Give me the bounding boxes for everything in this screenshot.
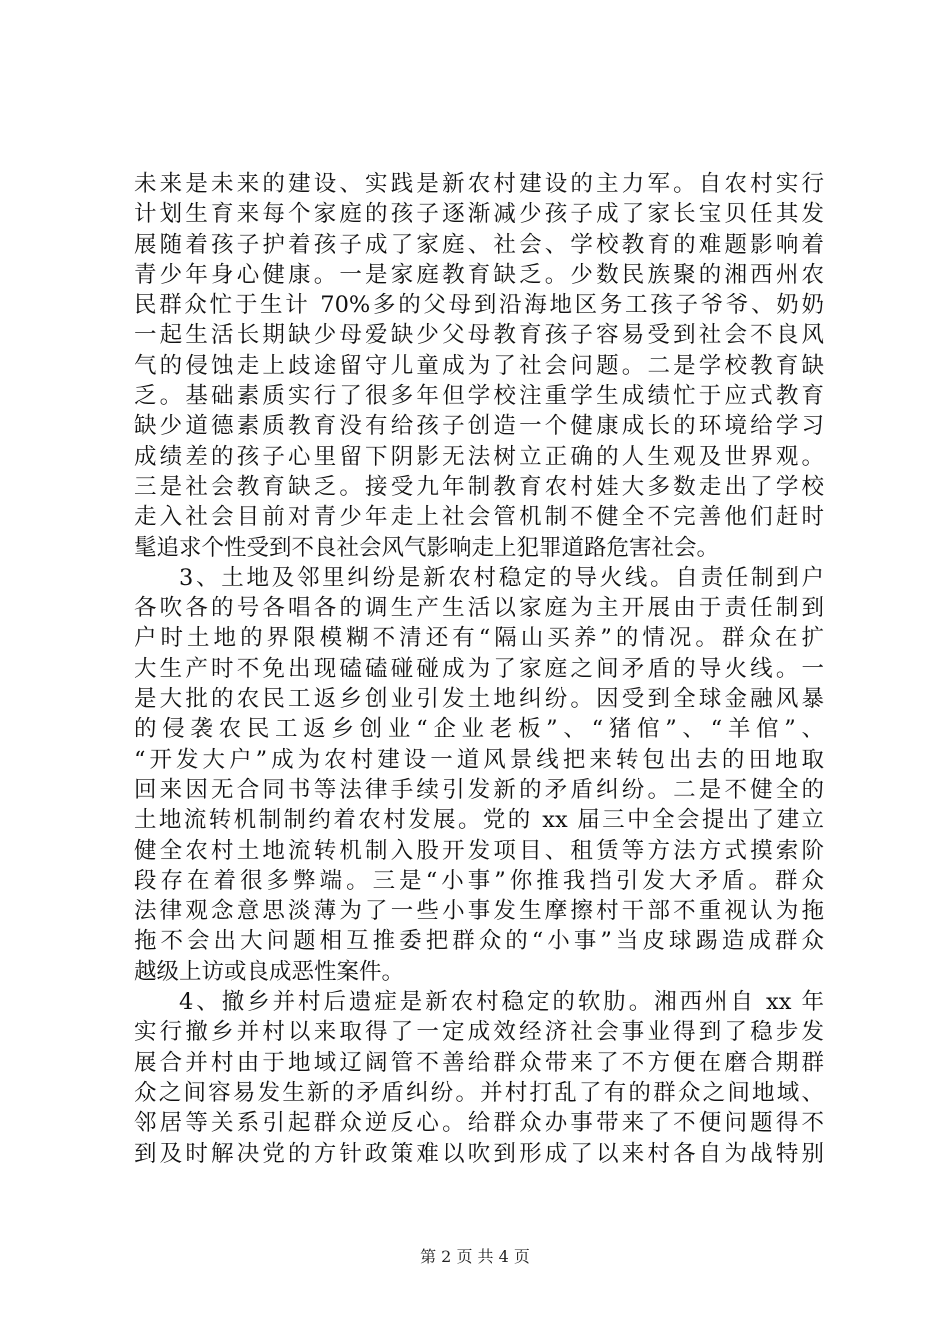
text-line: 土地流转机制制约着农村发展。党的 xx 届三中全会提出了建立 bbox=[134, 807, 824, 834]
paragraph bbox=[134, 987, 824, 1169]
text-line: 三是社会教育缺乏。接受九年制教育农村娃大多数走出了学校 bbox=[134, 473, 824, 500]
text-line: 4、撤乡并村后遗症是新农村稳定的软肋。湘西州自 xx 年 bbox=[179, 989, 824, 1016]
paragraph bbox=[134, 563, 824, 987]
text-line: 气的侵蚀走上歧途留守儿童成为了社会问题。二是学校教育缺 bbox=[134, 352, 824, 379]
text-line: 一起生活长期缺少母爱缺少父母教育孩子容易受到社会不良风 bbox=[134, 322, 824, 349]
text-line: 众之间容易发生新的矛盾纠纷。并村打乱了有的群众之间地域、 bbox=[134, 1079, 824, 1106]
page-number-footer: 第 2 页 共 4 页 bbox=[420, 1247, 530, 1266]
document-body bbox=[134, 169, 824, 1169]
text-line: 邻居等关系引起群众逆反心。给群众办事带来了不便问题得不 bbox=[134, 1110, 824, 1137]
text-line: 走入社会目前对青少年走上社会管机制不健全不完善他们赶时 bbox=[134, 504, 824, 531]
text-line: 青少年身心健康。一是家庭教育缺乏。少数民族聚的湘西州农 bbox=[134, 261, 824, 288]
text-line: 缺少道德素质教育没有给孩子创造一个健康成长的环境给学习 bbox=[134, 413, 824, 440]
text-line: 展随着孩子护着孩子成了家庭、社会、学校教育的难题影响着 bbox=[134, 231, 824, 258]
text-line: 计划生育来每个家庭的孩子逐渐减少孩子成了家长宝贝任其发 bbox=[134, 201, 824, 228]
paragraph bbox=[134, 169, 824, 563]
text-line: 段存在着很多弊端。三是“小事”你推我挡引发大矛盾。群众 bbox=[134, 867, 824, 894]
text-line: “开发大户”成为农村建设一道风景线把来转包出去的田地取 bbox=[134, 746, 824, 773]
text-line: 实行撤乡并村以来取得了一定成效经济社会事业得到了稳步发 bbox=[134, 1019, 824, 1046]
text-line: 是大批的农民工返乡创业引发土地纠纷。因受到全球金融风暴 bbox=[134, 686, 824, 713]
text-line: 法律观念意思淡薄为了一些小事发生摩擦村干部不重视认为拖 bbox=[134, 898, 824, 925]
text-line: 拖不会出大问题相互推委把群众的“小事”当皮球踢造成群众 bbox=[134, 928, 824, 955]
text-line: 回来因无合同书等法律手续引发新的矛盾纠纷。二是不健全的 bbox=[134, 776, 824, 803]
text-line: 未来是未来的建设、实践是新农村建设的主力军。自农村实行 bbox=[134, 171, 824, 197]
text-line: 健全农村土地流转机制入股开发项目、租赁等方法方式摸索阶 bbox=[134, 837, 824, 864]
text-line: 展合并村由于地域辽阔管不善给群众带来了不方便在磨合期群 bbox=[134, 1049, 824, 1076]
text-line: 各吹各的号各唱各的调生产生活以家庭为主开展由于责任制到 bbox=[134, 595, 824, 622]
text-line: 越级上访或良成恶性案件。 bbox=[134, 958, 405, 985]
text-line: 到及时解决党的方针政策难以吹到形成了以来村各自为战特别 bbox=[134, 1140, 824, 1167]
text-line: 民群众忙于生计 70%多的父母到沿海地区务工孩子爷爷、奶奶 bbox=[134, 292, 824, 319]
text-line: 乏。基础素质实行了很多年但学校注重学生成绩忙于应式教育 bbox=[134, 383, 824, 410]
text-line: 髦追求个性受到不良社会风气影响走上犯罪道路危害社会。 bbox=[134, 534, 720, 561]
text-line: 成绩差的孩子心里留下阴影无法树立正确的人生观及世界观。 bbox=[134, 443, 824, 470]
text-line: 的侵袭农民工返乡创业“企业老板”、“猪倌”、“羊倌”、 bbox=[134, 716, 824, 743]
text-line: 大生产时不免出现磕磕碰碰成为了家庭之间矛盾的导火线。一 bbox=[134, 655, 824, 682]
text-line: 户时土地的界限模糊不清还有“隔山买养”的情况。群众在扩 bbox=[134, 625, 824, 652]
text-line: 3、土地及邻里纠纷是新农村稳定的导火线。自责任制到户 bbox=[179, 564, 824, 591]
